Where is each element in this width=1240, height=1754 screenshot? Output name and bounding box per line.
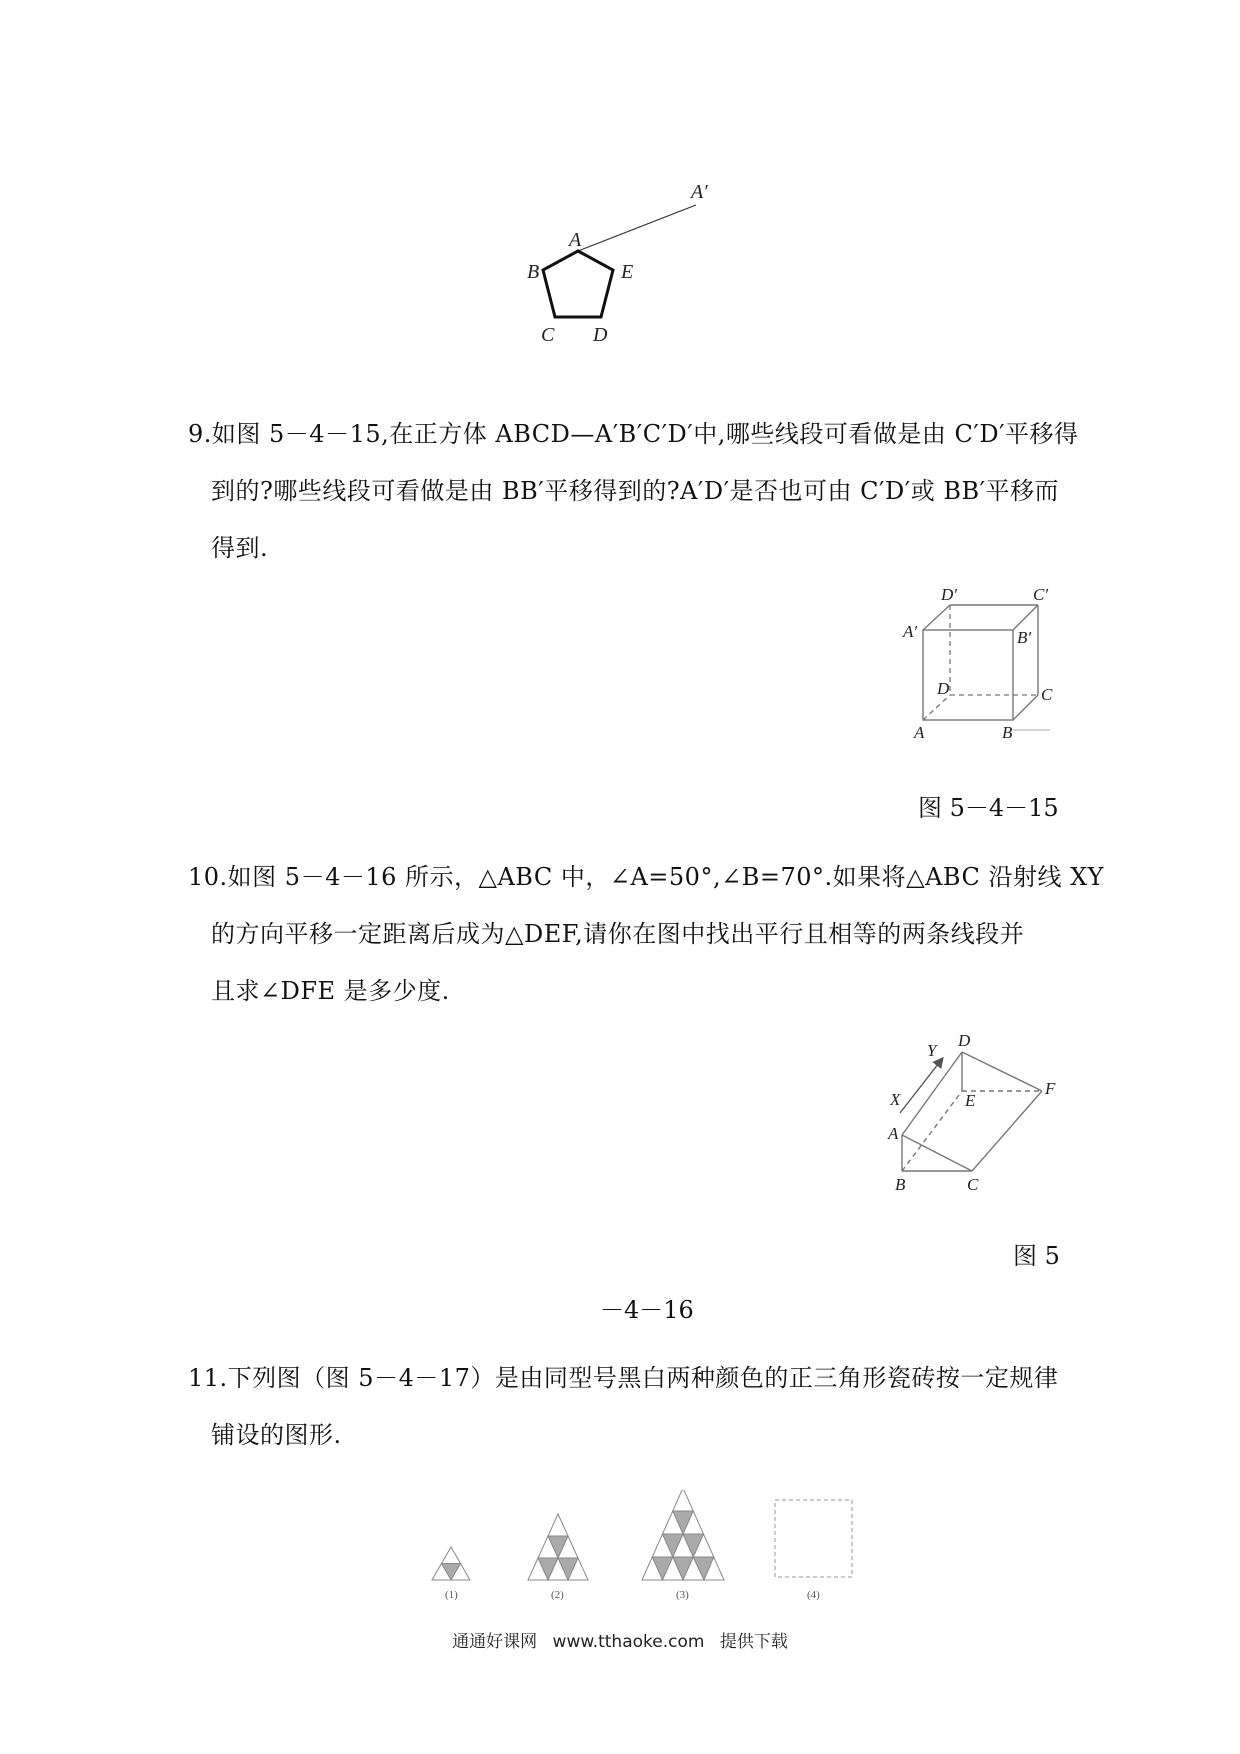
question-10-line-2: 的方向平移一定距离后成为△DEF,请你在图中找出平行且相等的两条线段并 <box>211 920 1025 948</box>
label-d-prime: D′ <box>941 585 957 604</box>
pentagon-figure <box>505 175 735 360</box>
question-10 <box>188 849 1104 1020</box>
footer <box>0 1627 1240 1652</box>
label-b: B <box>1002 723 1013 742</box>
cube-figure <box>900 585 1070 745</box>
label-3: (3) <box>676 1589 689 1601</box>
label-c: C <box>541 324 555 346</box>
label-d: D <box>593 324 608 346</box>
label-d: D <box>937 679 950 698</box>
label-a: A <box>914 723 925 742</box>
label-a-prime: A′ <box>691 181 708 203</box>
label-c-prime: C′ <box>1033 585 1049 604</box>
prism-figure <box>880 1030 1070 1195</box>
label-a: A <box>569 229 582 251</box>
label-y: Y <box>927 1041 937 1060</box>
question-9 <box>188 406 1079 577</box>
label-1: (1) <box>445 1589 458 1601</box>
label-c: C <box>967 1175 979 1194</box>
tiling-patterns-figure <box>420 1490 870 1605</box>
pattern-4-placeholder <box>775 1500 852 1577</box>
label-b: B <box>527 261 540 283</box>
pattern-3 <box>642 1490 724 1580</box>
question-11-line-1: 11.下列图（图 5－4－17）是由同型号黑白两种颜色的正三角形瓷砖按一定规律 <box>188 1364 1059 1392</box>
figure-caption-5-4-15: 图 5－4－15 <box>918 794 1059 822</box>
label-b: B <box>895 1175 906 1194</box>
label-4: (4) <box>807 1589 820 1601</box>
pattern-2 <box>528 1514 588 1580</box>
label-e: E <box>965 1091 976 1110</box>
label-a-prime: A′ <box>903 622 918 641</box>
question-10-line-3: 且求∠DFE 是多少度. <box>211 977 450 1005</box>
question-9-line-3: 得到. <box>211 534 269 562</box>
question-9-line-1: 9.如图 5－4－15,在正方体 ABCD—A′B′C′D′中,哪些线段可看做是由 C′D′平移得 <box>188 420 1079 448</box>
question-10-line-1: 10.如图 5－4－16 所示，△ABC 中，∠A=50°,∠B=70°.如果将△ABC 沿射线 XY <box>188 863 1105 891</box>
footer-action: 提供下载 <box>719 1632 788 1652</box>
label-a: A <box>888 1124 899 1143</box>
label-e: E <box>621 261 634 283</box>
footer-site-name: 通通好课网 <box>452 1632 538 1652</box>
label-f: F <box>1045 1079 1056 1098</box>
question-11-line-2: 铺设的图形. <box>211 1421 342 1449</box>
label-x: X <box>890 1090 901 1109</box>
figure-caption-5-4-16-part-1: 图 5 <box>1013 1242 1060 1270</box>
footer-url[interactable]: www.tthaoke.com <box>552 1632 705 1652</box>
pattern-1 <box>432 1547 470 1580</box>
label-c: C <box>1041 685 1053 704</box>
question-11 <box>188 1350 1058 1464</box>
label-b-prime: B′ <box>1017 628 1032 647</box>
label-2: (2) <box>551 1589 564 1601</box>
label-d: D <box>958 1031 971 1050</box>
figure-caption-5-4-16-part-2: －4－16 <box>600 1296 694 1324</box>
question-9-line-2: 到的?哪些线段可看做是由 BB′平移得到的?A′D′是否也可由 C′D′或 BB′平移而 <box>211 477 1060 505</box>
